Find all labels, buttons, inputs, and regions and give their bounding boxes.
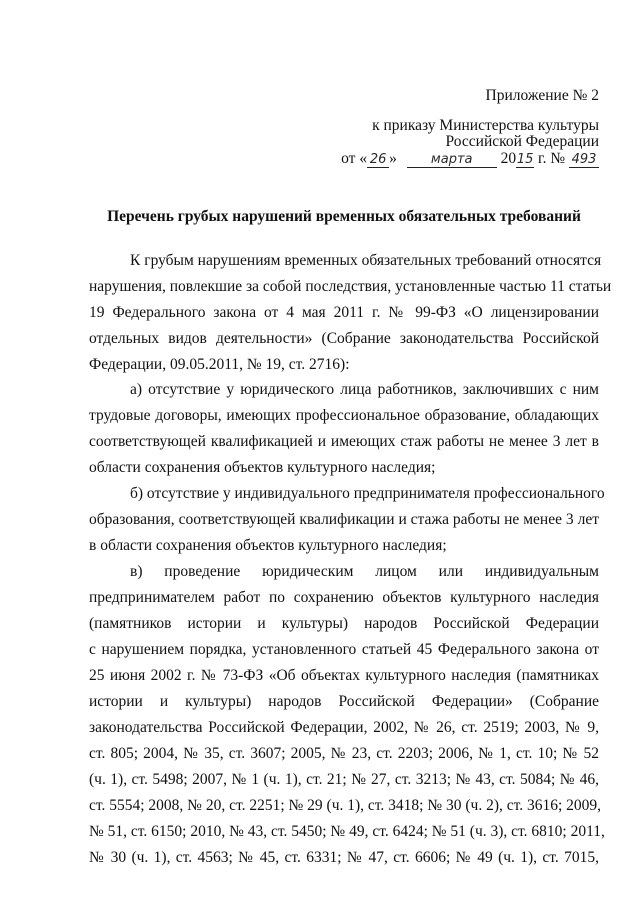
- order-number: 493: [569, 152, 599, 168]
- date-year-prefix: 20: [500, 150, 517, 167]
- body-line: (памятников истории и культуры) народов Российской Федерации: [89, 615, 599, 632]
- body-line: нарушения, повлекшие за собой последствия, установленные частью 11 статьи: [89, 278, 612, 295]
- body-line: отдельных видов деятельности» (Собрание законодательства Российской: [89, 330, 599, 347]
- body-line: № 30 (ч. 1), ст. 4563; № 45, ст. 6331; № 47, ст. 6606; № 49 (ч. 1), ст. 7015,: [89, 849, 599, 866]
- body-line: б) отсутствие у индивидуального предпринимателя профессионального: [130, 485, 605, 502]
- body-line: а) отсутствие у юридического лица работников, заключивших с ним: [130, 381, 599, 398]
- body-line: (ч. 1), ст. 5498; 2007, № 1 (ч. 1), ст. 21; № 27, ст. 3213; № 43, ст. 5084; № 46,: [89, 771, 599, 788]
- date-mid: »: [389, 150, 397, 167]
- appendix-label: Приложение № 2: [485, 87, 599, 104]
- body-line: области сохранения объектов культурного наследия;: [89, 459, 436, 476]
- body-line: истории и культуры) народов Российской Федерации» (Собрание: [89, 693, 599, 710]
- order-reference-line1: к приказу Министерства культуры: [372, 117, 599, 134]
- body-line: законодательства Российской Федерации, 2002, № 26, ст. 2519; 2003, № 9,: [89, 719, 599, 736]
- body-line: образования, соответствующей квалификации и стажа работы не менее 3 лет: [89, 511, 599, 528]
- order-date-line: [89, 150, 599, 168]
- body-line: № 51, ст. 6150; 2010, № 43, ст. 5450; № 49, ст. 6424; № 51 (ч. 3), ст. 6810; 2011,: [89, 823, 605, 840]
- body-line: 25 июня 2002 г. № 73-ФЗ «Об объектах культурного наследия (памятниках: [89, 667, 599, 684]
- document-title: Перечень грубых нарушений временных обязательных требований: [107, 208, 581, 225]
- body-line: в) проведение юридическим лицом или индивидуальным: [130, 563, 599, 580]
- body-line: 19 Федерального закона от 4 мая 2011 г. № 99-ФЗ «О лицензировании: [89, 304, 599, 321]
- body-line: трудовые договоры, имеющих профессиональное образование, обладающих: [89, 407, 599, 424]
- body-line: соответствующей квалификацией и имеющих стаж работы не менее 3 лет в: [89, 433, 599, 450]
- body-line: Федерации, 09.05.2011, № 19, ст. 2716):: [89, 356, 350, 373]
- order-reference-line2: Российской Федерации: [445, 133, 599, 150]
- body-line: в области сохранения объектов культурного наследия;: [89, 537, 447, 554]
- date-year-unit: г. №: [537, 150, 566, 167]
- date-day: 26: [367, 152, 389, 168]
- date-year-suffix: 15: [516, 152, 534, 167]
- body-line: предпринимателем работ по сохранению объектов культурного наследия: [89, 589, 599, 606]
- date-prefix: от «: [341, 150, 368, 167]
- date-month: марта: [407, 152, 497, 168]
- body-line: К грубым нарушениям временных обязательных требований относятся: [130, 252, 602, 269]
- body-line: ст. 5554; 2008, № 20, ст. 2251; № 29 (ч. 1), ст. 3418; № 30 (ч. 2), ст. 3616; 2009,: [89, 797, 602, 814]
- body-line: с нарушением порядка, установленного статьей 45 Федерального закона от: [89, 641, 599, 658]
- body-line: ст. 805; 2004, № 35, ст. 3607; 2005, № 23, ст. 2203; 2006, № 1, ст. 10; № 52: [89, 745, 599, 762]
